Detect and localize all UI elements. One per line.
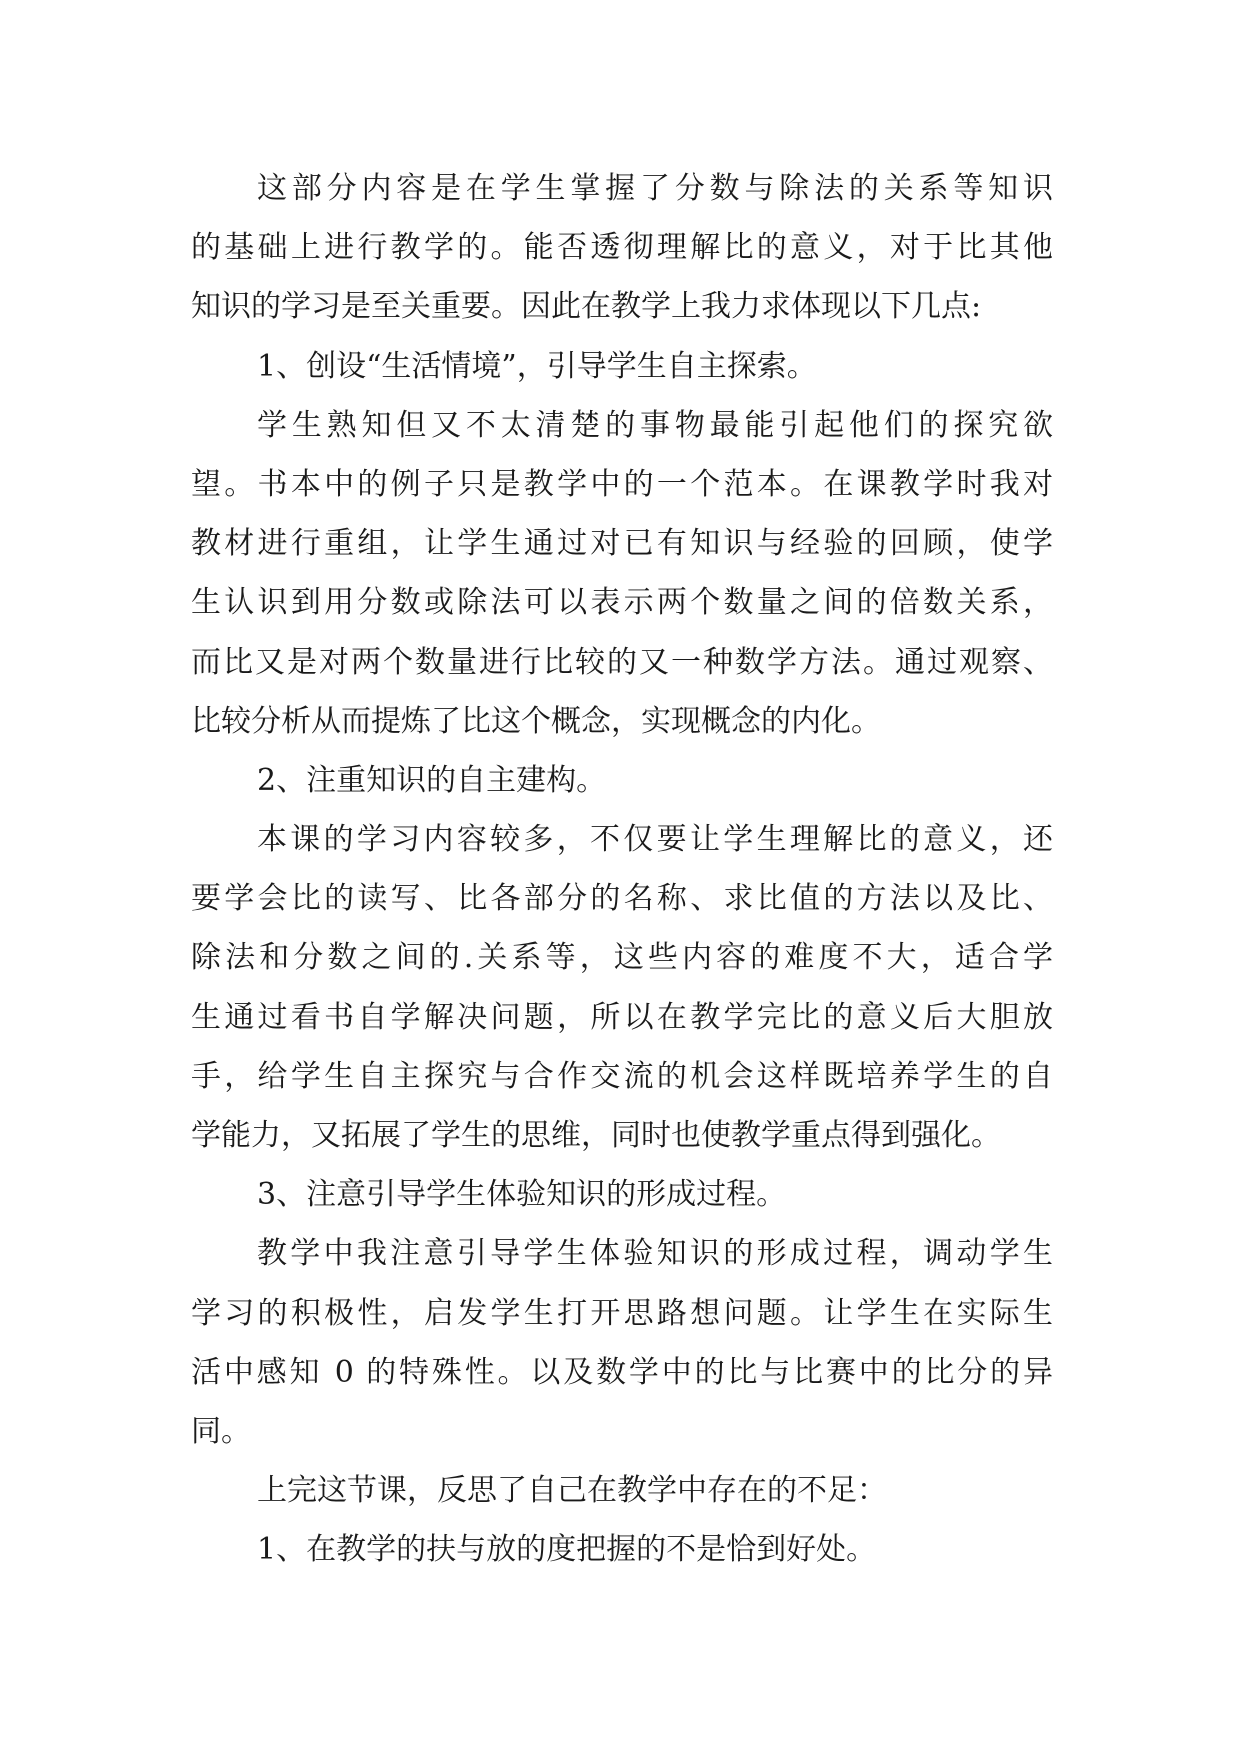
text-line: 活中感知 0 的特殊性。以及数学中的比与比赛中的比分的异 — [191, 1354, 1053, 1390]
text-line: 除法和分数之间的.关系等，这些内容的难度不大，适合学 — [191, 940, 1053, 976]
text-line: 同。 — [191, 1413, 251, 1449]
text-line: 而比又是对两个数量进行比较的又一种数学方法。通过观察、 — [191, 644, 1053, 680]
text-line: 教学中我注意引导学生体验知识的形成过程，调动学生 — [257, 1236, 1053, 1272]
text-line: 1、创设“生活情境”，引导学生自主探索。 — [257, 348, 817, 384]
text-line: 3、注意引导学生体验知识的形成过程。 — [257, 1177, 787, 1213]
document-body — [191, 159, 1053, 1580]
text-line: 2、注重知识的自主建构。 — [257, 762, 607, 798]
text-line: 学能力，又拓展了学生的思维，同时也使教学重点得到强化。 — [191, 1118, 1001, 1153]
text-line: 要学会比的读写、比各部分的名称、求比值的方法以及比、 — [191, 881, 1053, 917]
text-line: 本课的学习内容较多，不仅要让学生理解比的意义，还 — [257, 822, 1053, 858]
text-line: 手，给学生自主探究与合作交流的机会这样既培养学生的自 — [191, 1058, 1053, 1094]
text-line: 望。书本中的例子只是教学中的一个范本。在课教学时我对 — [191, 466, 1053, 502]
text-line: 上完这节课，反思了自己在教学中存在的不足： — [257, 1473, 887, 1509]
text-line: 生认识到用分数或除法可以表示两个数量之间的倍数关系， — [191, 585, 1053, 621]
text-line: 比较分析从而提炼了比这个概念，实现概念的内化。 — [191, 703, 881, 739]
text-line: 教材进行重组，让学生通过对已有知识与经验的回顾，使学 — [191, 526, 1053, 562]
text-line: 这部分内容是在学生掌握了分数与除法的关系等知识 — [257, 171, 1053, 206]
text-line: 生通过看书自学解决问题，所以在教学完比的意义后大胆放 — [191, 999, 1053, 1035]
text-line: 知识的学习是至关重要。因此在教学上我力求体现以下几点: — [191, 289, 982, 325]
text-line: 的基础上进行教学的。能否透彻理解比的意义，对于比其他 — [191, 230, 1053, 266]
text-line: 1、在教学的扶与放的度把握的不是恰到好处。 — [257, 1532, 877, 1568]
text-line: 学习的积极性，启发学生打开思路想问题。让学生在实际生 — [191, 1295, 1053, 1331]
text-line: 学生熟知但又不太清楚的事物最能引起他们的探究欲 — [257, 407, 1053, 443]
